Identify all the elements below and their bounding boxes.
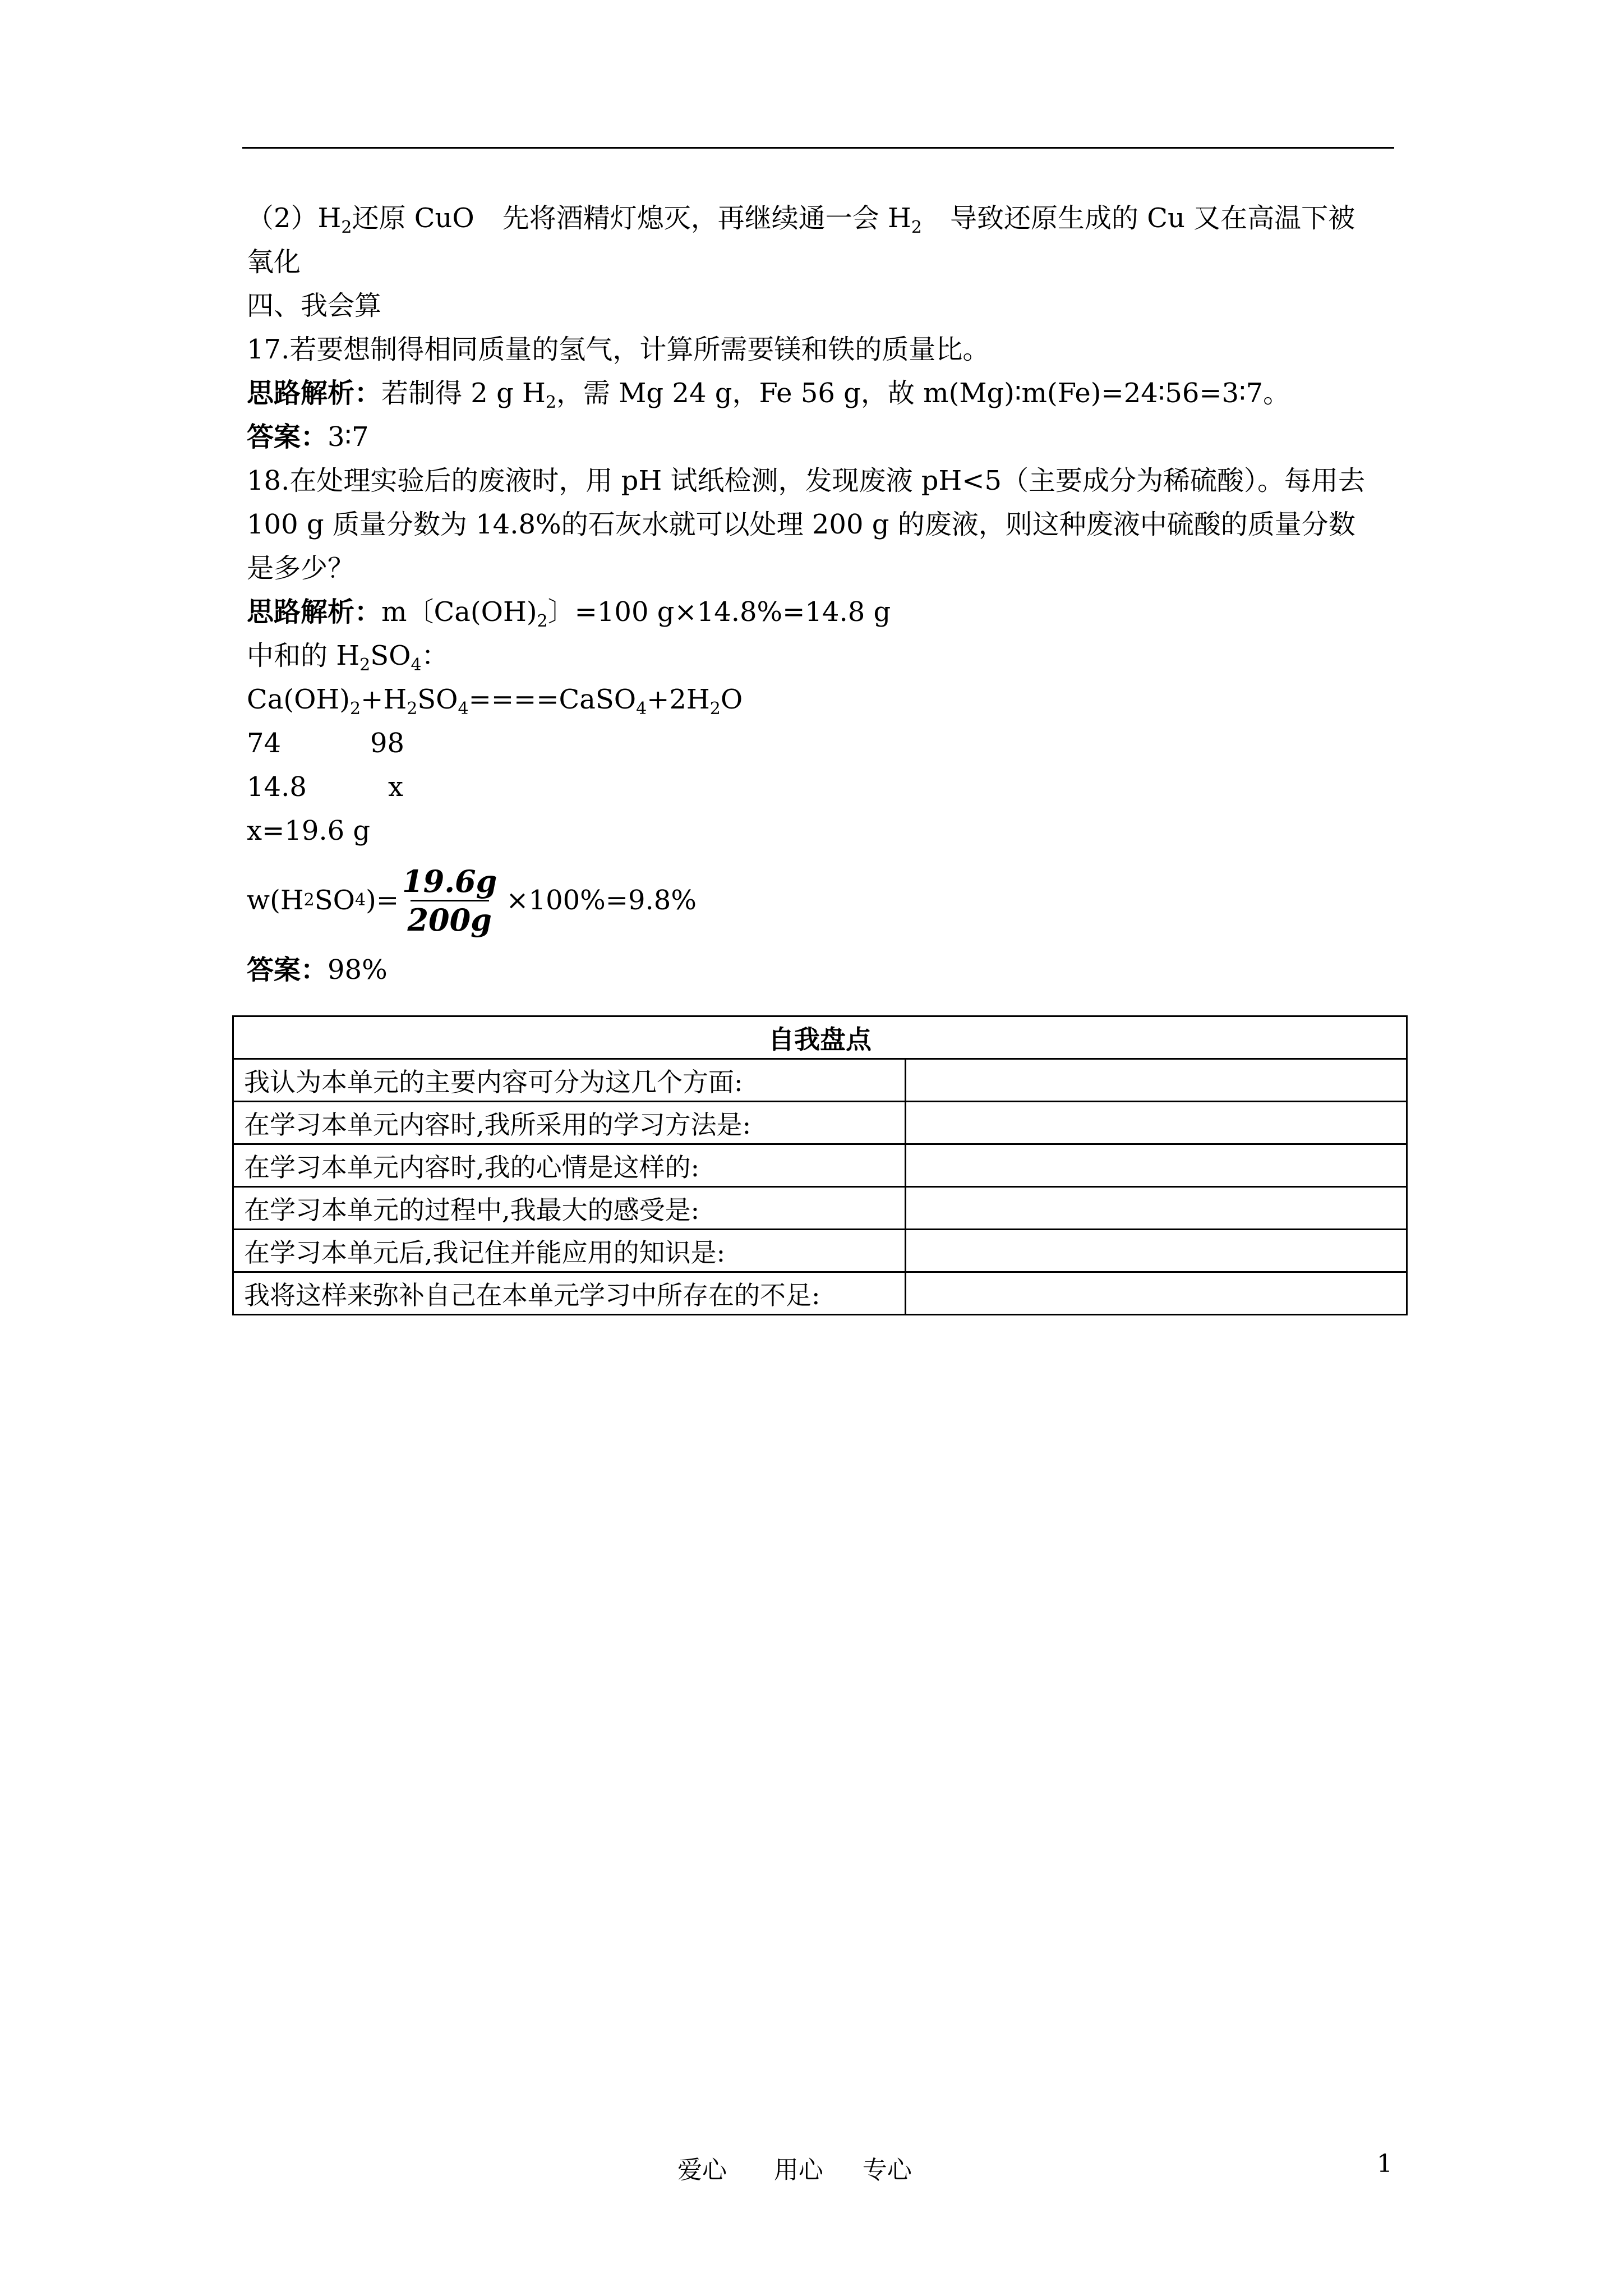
- self-review-header: 自我盘点: [233, 1016, 1407, 1059]
- table-row: [233, 1059, 1407, 1102]
- section-heading: 四、我会算: [247, 290, 382, 321]
- table-row: [233, 1230, 1407, 1272]
- analysis-17: 思路解析：若制得 2 g $H_2$，需 Mg 24 g，Fe 56 g，故 m(Mg)∶m(Fe)=24∶56=3∶7。: [247, 378, 1290, 412]
- neutralize-line: 中和的 $H_2SO_4$：: [247, 640, 449, 675]
- answer-line-2: $(2)H_2$还原 CuO 先将酒精灯熄灭，再继续通一会 $H_2$ 导致还原生成的 Cu 又在高温下被: [247, 203, 1355, 237]
- question-18-line-2: 100 g 质量分数为 14.8%的石灰水就可以处理 200 g 的废液，则这种废液中硫酸的质量分数: [247, 509, 1355, 540]
- review-prompt: 在学习本单元内容时,我所采用的学习方法是:: [233, 1102, 906, 1144]
- x-result: x=19.6 g: [247, 815, 371, 846]
- review-answer-cell[interactable]: [906, 1187, 1407, 1230]
- fraction: [402, 863, 497, 938]
- table-row: [233, 1272, 1407, 1315]
- review-prompt: 我认为本单元的主要内容可分为这几个方面:: [233, 1059, 906, 1102]
- review-answer-cell[interactable]: [906, 1272, 1407, 1315]
- fraction-numerator: 19.6g: [402, 863, 497, 899]
- footer-slogan: 爱心 用心 专心: [677, 2156, 912, 2184]
- answer-17: 答案：3∶7: [247, 421, 369, 453]
- review-prompt: 在学习本单元内容时,我的心情是这样的:: [233, 1144, 906, 1187]
- table-row: [233, 1102, 1407, 1144]
- answer-line-2-cont: 氧化: [247, 246, 301, 278]
- header-rule: [242, 147, 1394, 149]
- review-answer-cell[interactable]: [906, 1144, 1407, 1187]
- review-prompt: 我将这样来弥补自己在本单元学习中所存在的不足:: [233, 1272, 906, 1315]
- analysis-18: 思路解析：m〔$Ca(OH)_2$〕=100 g×14.8%=14.8 g: [247, 596, 891, 631]
- self-review-table: [232, 1015, 1408, 1315]
- review-answer-cell[interactable]: [906, 1102, 1407, 1144]
- review-prompt: 在学习本单元后,我记住并能应用的知识是:: [233, 1230, 906, 1272]
- stoich-row-2: 14.8 x: [247, 771, 404, 803]
- review-answer-cell[interactable]: [906, 1230, 1407, 1272]
- review-prompt: 在学习本单元的过程中,我最大的感受是:: [233, 1187, 906, 1230]
- answer-18: 答案：98%: [247, 954, 388, 986]
- fraction-denominator: 200g: [407, 901, 492, 938]
- question-17: 17.若要想制得相同质量的氢气，计算所需要镁和铁的质量比。: [247, 334, 990, 365]
- question-18-line-3: 是多少？: [247, 553, 355, 584]
- document-body: [247, 196, 1402, 992]
- review-answer-cell[interactable]: [906, 1059, 1407, 1102]
- mass-fraction-formula: w(H 2 SO 4 )= $\frac{19.6g}{200g}$ ×100%=9.8%: [247, 863, 697, 938]
- page-number: 1: [1377, 2150, 1393, 2178]
- chemical-equation: $Ca(OH)_2+H_2SO_4====CaSO_4+2H_2O$: [247, 684, 743, 719]
- table-row: [233, 1187, 1407, 1230]
- stoich-row-1: 74 98: [247, 728, 405, 759]
- question-18-line-1: 18.在处理实验后的废液时，用 pH 试纸检测，发现废液 pH<5（主要成分为稀硫酸）。每用去: [247, 465, 1366, 496]
- table-row: [233, 1144, 1407, 1187]
